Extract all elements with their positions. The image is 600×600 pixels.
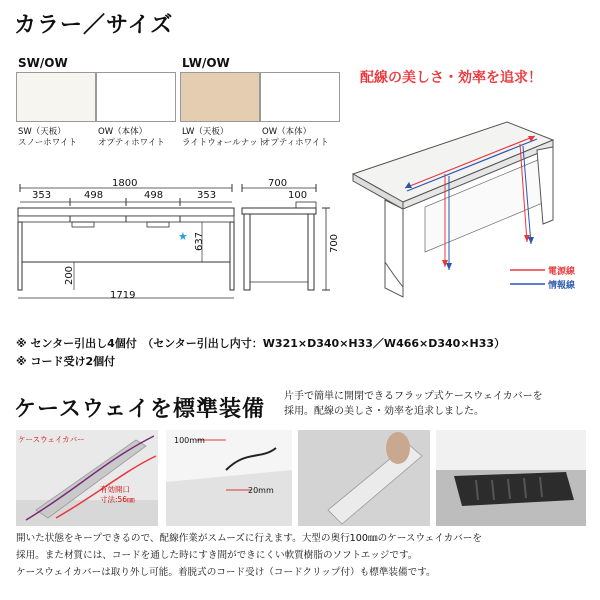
photo-caseway-dimensions — [166, 430, 292, 526]
photo-cord-receiver — [436, 430, 586, 526]
swatch-sw-snow-white — [16, 72, 96, 122]
dim-segment: 498 — [144, 190, 164, 201]
section-title-color-size: カラー／サイズ — [14, 13, 174, 38]
swatch-caption: LW（天板） ライトウォールナット — [182, 127, 267, 148]
dim-bottom-width: 1719 — [110, 290, 136, 301]
caseway-body-line: 開いた状態をキープできるので、配線作業がスムーズに行えます。大型の奥行100㎜のケースウェイカバーを — [16, 533, 482, 544]
dim-side-depth: 700 — [268, 178, 288, 189]
swatch-ow-optiwhite — [260, 72, 340, 122]
swatch-caption: SW（天板） スノーホワイト — [18, 127, 77, 148]
swatch-caption: OW（本体） オプティホワイト — [262, 127, 329, 148]
dim-drawer-depth: 637 — [194, 231, 206, 252]
swatch-group-label-sw-ow: SW/OW — [18, 56, 68, 70]
dim-side-inner: 100 — [288, 190, 308, 201]
photo-label-20mm: 20mm — [248, 486, 274, 495]
caseway-side-text: 片手で簡単に開閉できるフラップ式ケースウェイカバーを 採用。配線の美しさ・効率を追求しました。 — [284, 391, 543, 417]
swatch-ow-optiwhite — [96, 72, 176, 122]
caseway-body-line: 採用。また材質には、コードを通した時にすき間ができにくい軟質樹脂のソフトエッジです。 — [16, 550, 418, 561]
promo-headline: 配線の美しさ・効率を追求！ — [360, 70, 542, 86]
legend-data-line: 情報線 — [548, 281, 576, 291]
caseway-body-line: ケースウェイカバーは取り外し可能。着脱式のコード受け（コードクリップ付）も標準装備です。 — [16, 567, 436, 578]
legend-power-line: 電源線 — [548, 267, 576, 277]
dim-total-width: 1800 — [112, 178, 138, 189]
dim-height: 700 — [329, 233, 341, 254]
svg-text:★: ★ — [178, 230, 188, 243]
swatch-lw-light-walnut — [180, 72, 260, 122]
photo-label-100mm: 100mm — [174, 436, 205, 445]
photo-label-opening-size: 寸法:56㎜ — [100, 495, 135, 504]
dim-segment: 498 — [84, 190, 104, 201]
photo-label-cover: ケースウェイカバー — [18, 435, 85, 444]
photo-cover-opening — [298, 430, 430, 526]
section-title-caseway: ケースウェイを標準装備 — [14, 397, 266, 422]
photo-caseway-cover — [16, 430, 158, 526]
note-cord-holders: ※ コード受け2個付 — [16, 355, 116, 368]
photo-label-opening: 有効開口 — [100, 485, 130, 494]
note-drawers: ※ センター引出し4個付 （センター引出し内寸：W321×D340×H33／W466×D340×H33） — [16, 337, 506, 350]
dim-segment: 353 — [32, 190, 52, 201]
dim-footrest-height: 200 — [64, 265, 76, 286]
dim-segment: 353 — [197, 190, 217, 201]
swatch-group-label-lw-ow: LW/OW — [182, 56, 230, 70]
swatch-caption: OW（本体） オプティホワイト — [98, 127, 165, 148]
